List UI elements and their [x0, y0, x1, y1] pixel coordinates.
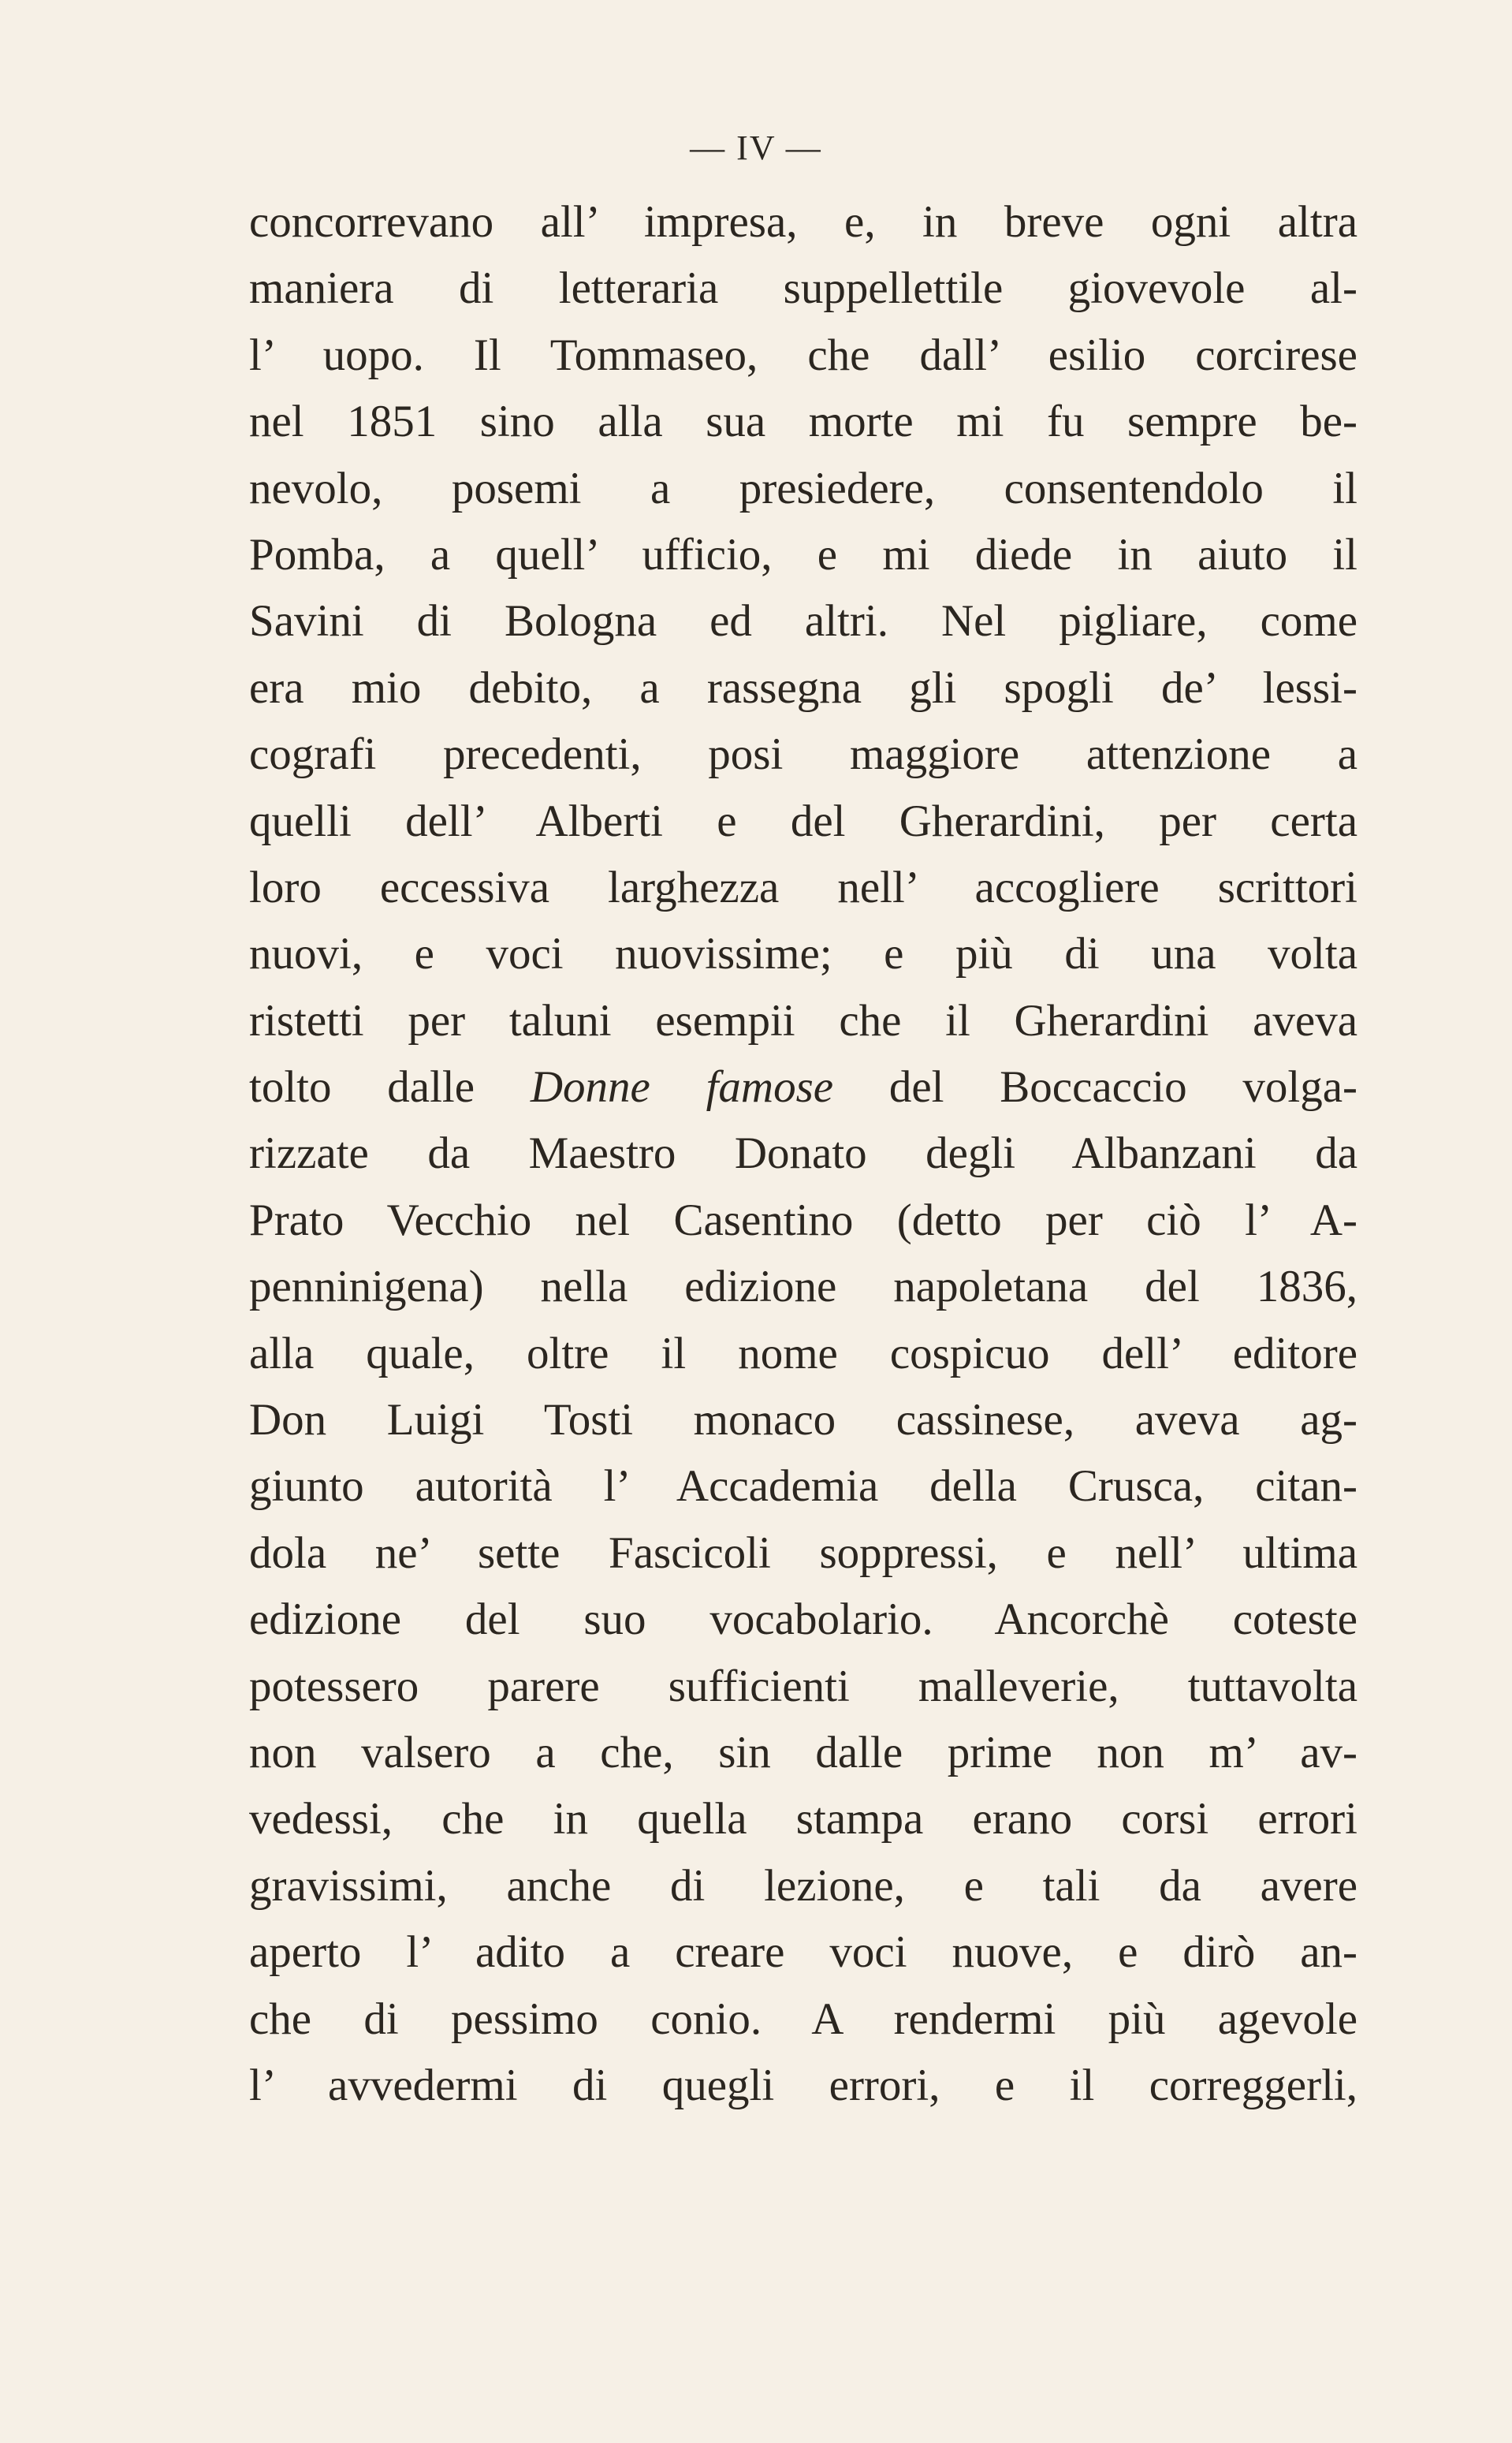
body-text	[249, 189, 1357, 2119]
italic-title: Donne famose	[530, 1062, 834, 1113]
text-line: aperto l’ adito a creare voci nuove, e dirò an-	[249, 1927, 1357, 1978]
text-line: Don Luigi Tosti monaco cassinese, aveva ag-	[249, 1395, 1357, 1445]
text-segment: tolto dalle	[249, 1062, 531, 1113]
text-line: Savini di Bologna ed altri. Nel pigliare, come	[249, 596, 1357, 647]
page-number-header: — IV —	[690, 129, 822, 167]
text-line: alla quale, oltre il nome cospicuo dell’ editore	[249, 1328, 1357, 1378]
text-line: giunto autorità l’ Accademia della Crusca, citan-	[249, 1461, 1357, 1512]
text-line: quelli dell’ Alberti e del Gherardini, per certa	[249, 796, 1357, 846]
text-line: vedessi, che in quella stampa erano corsi errori	[249, 1794, 1357, 1844]
text-line: era mio debito, a rassegna gli spogli de’ lessi-	[249, 662, 1357, 713]
text-line: maniera di letteraria suppellettile giovevole al-	[249, 263, 1357, 314]
text-segment: del Boccaccio volga-	[833, 1062, 1358, 1113]
text-line: l’ avvedermi di quegli errori, e il correggerli,	[249, 2060, 1357, 2110]
text-line-with-italic	[249, 1054, 1357, 1121]
text-line: edizione del suo vocabolario. Ancorchè coteste	[249, 1594, 1357, 1645]
text-line: cografi precedenti, posi maggiore attenzione a	[249, 729, 1357, 780]
text-line: gravissimi, anche di lezione, e tali da avere	[249, 1860, 1357, 1911]
text-line: Pomba, a quell’ ufficio, e mi diede in aiuto il	[249, 529, 1357, 580]
text-line: loro eccessiva larghezza nell’ accogliere scrittori	[249, 862, 1357, 912]
text-line: rizzate da Maestro Donato degli Albanzani da	[249, 1128, 1357, 1179]
text-line: ristetti per taluni esempii che il Gherardini aveva	[249, 995, 1357, 1046]
text-line: nuovi, e voci nuovissime; e più di una volta	[249, 929, 1357, 979]
text-line: potessero parere sufficienti malleverie, tuttavolta	[249, 1661, 1357, 1711]
text-line: nel 1851 sino alla sua morte mi fu sempre be-	[249, 397, 1357, 447]
text-line: dola ne’ sette Fascicoli soppressi, e nell’ ultima	[249, 1527, 1357, 1578]
text-line: non valsero a che, sin dalle prime non m’ av-	[249, 1727, 1357, 1777]
text-line: nevolo, posemi a presiedere, consentendolo il	[249, 463, 1357, 513]
text-line: penninigena) nella edizione napoletana del 1836,	[249, 1262, 1357, 1312]
text-line: Prato Vecchio nel Casentino (detto per ciò l’ A-	[249, 1195, 1357, 1245]
text-line: l’ uopo. Il Tommaseo, che dall’ esilio corcirese	[249, 330, 1357, 380]
text-line: che di pessimo conio. A rendermi più agevole	[249, 1994, 1357, 2044]
text-line: concorrevano all’ impresa, e, in breve ogni altra	[249, 197, 1357, 247]
